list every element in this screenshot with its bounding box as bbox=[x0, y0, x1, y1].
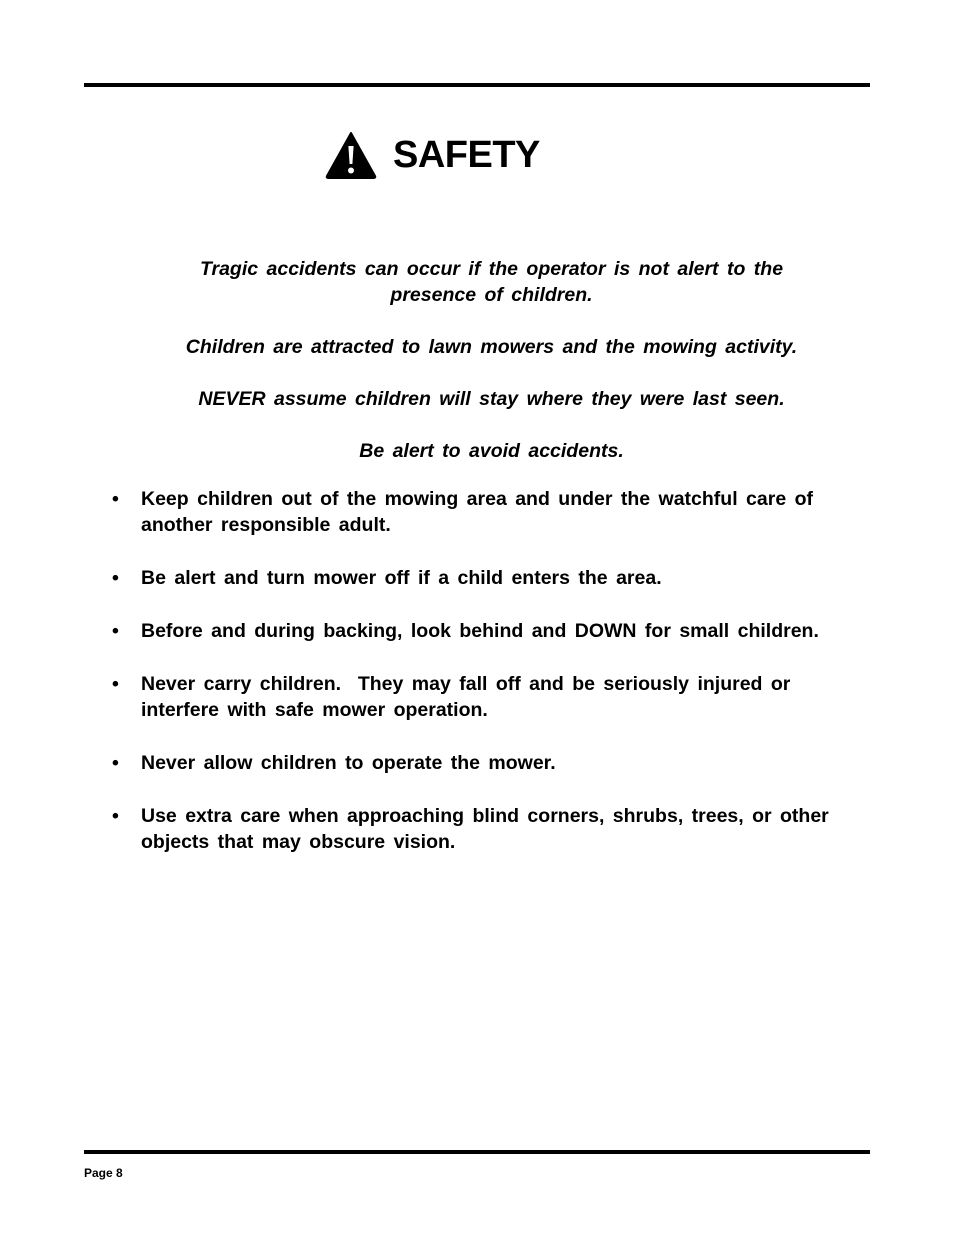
bullet-icon: • bbox=[112, 620, 119, 642]
warning-triangle-icon bbox=[325, 131, 377, 179]
page-title: SAFETY bbox=[393, 134, 540, 176]
notice-be-alert: Be alert to avoid accidents. bbox=[359, 440, 624, 462]
safety-bullet-list bbox=[110, 486, 856, 882]
notice-never-assume: NEVER assume children will stay where they were last seen. bbox=[198, 388, 785, 410]
page-title-block bbox=[325, 130, 540, 180]
list-item bbox=[110, 618, 856, 644]
bullet-icon: • bbox=[112, 752, 119, 774]
bullet-icon: • bbox=[112, 805, 119, 827]
bullet-icon: • bbox=[112, 488, 119, 510]
list-item bbox=[110, 486, 856, 538]
bullet-icon: • bbox=[112, 673, 119, 695]
notice-children-attracted: Children are attracted to lawn mowers and the mowing activity. bbox=[185, 336, 798, 358]
list-item bbox=[110, 803, 856, 855]
bullet-text: Never allow children to operate the mower. bbox=[141, 752, 556, 774]
list-item bbox=[110, 565, 856, 591]
page-number: Page 8 bbox=[84, 1166, 123, 1180]
bullet-icon: • bbox=[112, 567, 119, 589]
list-item bbox=[110, 671, 856, 723]
bullet-text: Keep children out of the mowing area and under the watchful care of another responsible adult. bbox=[141, 488, 813, 536]
notice-tragic-accidents: Tragic accidents can occur if the operator is not alert to the presence of children. bbox=[199, 258, 784, 306]
child-safety-notices bbox=[130, 256, 853, 490]
bullet-text: Before and during backing, look behind and DOWN for small children. bbox=[141, 620, 819, 642]
bullet-text: Never carry children. They may fall off and be seriously injured or interfere with safe mower operation. bbox=[141, 673, 799, 721]
bullet-text: Be alert and turn mower off if a child enters the area. bbox=[141, 567, 662, 589]
top-rule bbox=[84, 83, 870, 87]
bottom-rule bbox=[84, 1150, 870, 1154]
list-item bbox=[110, 750, 856, 776]
bullet-text: Use extra care when approaching blind corners, shrubs, trees, or other objects that may obscure vision. bbox=[141, 805, 829, 853]
